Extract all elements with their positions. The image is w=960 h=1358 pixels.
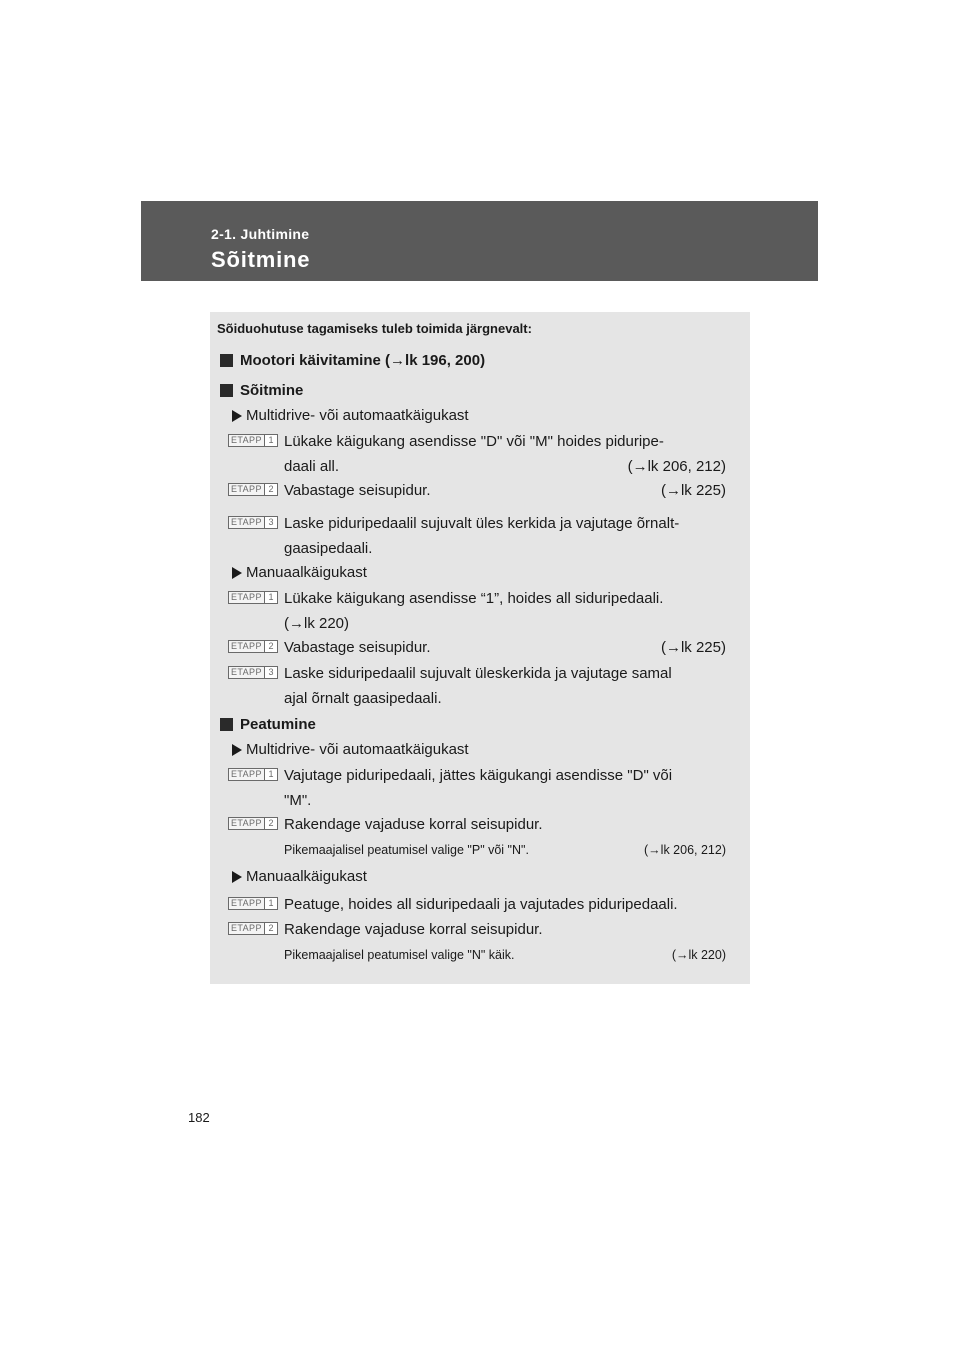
page-reference: (→lk 225) [660,639,726,656]
step-text: Rakendage vajaduse korral seisupidur. [284,816,543,833]
section-header-band [141,201,818,281]
page-number: 182 [188,1110,210,1125]
step-item [228,812,728,837]
page-reference: (→lk 206, 212) [627,458,726,475]
section-label: 2-1. Juhtimine [211,226,310,242]
step-badge: ETAPP 2 [228,640,278,653]
step-item [228,586,728,636]
step-text: Rakendage vajaduse korral seisupidur. [284,921,543,938]
step-text: Vabastage seisupidur. (→lk 225) [284,478,726,503]
step-text: Lükake käigukang asendisse "D" või "M" hoides piduripe- [284,433,664,450]
note-text: Pikemaajalisel peatumisel valige "N" käik. (→lk 220) [284,948,726,962]
step-badge: ETAPP 3 [228,516,278,529]
step-badge: ETAPP 1 [228,434,278,447]
step-badge: ETAPP 1 [228,897,278,910]
page-reference: (→lk 225) [660,482,726,499]
triangle-bullet-icon [232,744,242,756]
step-item [228,511,728,561]
triangle-bullet-icon [232,567,242,579]
page-title: Sõitmine [211,247,311,272]
step-item [228,917,728,942]
step-text: "M". [284,792,312,809]
triangle-bullet-icon [232,410,242,422]
step-text: Lükake käigukang asendisse “1”, hoides all siduripedaali. [284,590,664,607]
step-text: ajal õrnalt gaasipedaali. [284,690,442,707]
triangle-bullet-icon [232,871,242,883]
step-text: Laske piduripedaalil sujuvalt üles kerkida ja vajutage õrnalt- [284,515,680,532]
step-badge: ETAPP 3 [228,666,278,679]
step-badge: ETAPP 1 [228,768,278,781]
step-text: Peatuge, hoides all siduripedaali ja vajutades piduripedaali. [284,896,678,913]
step-item [228,429,728,479]
step-badge: ETAPP 2 [228,817,278,830]
step-text: Vabastage seisupidur. (→lk 225) [284,635,726,660]
page-reference: (→lk 220) [671,948,726,962]
step-item [228,635,728,660]
step-text: daali all. (→lk 206, 212) [284,454,726,479]
step-text: Laske siduripedaalil sujuvalt üleskerkida ja vajutage samal [284,665,672,682]
step-item [228,478,728,503]
step-item [228,892,728,917]
step-text: Vajutage piduripedaali, jättes käigukangi asendisse "D" või [284,767,673,784]
note-text: Pikemaajalisel peatumisel valige "P" või "N". (→lk 206, 212) [284,843,726,857]
step-badge: ETAPP 1 [228,591,278,604]
page-reference: (→lk 206, 212) [644,843,726,857]
step-item [228,763,728,813]
intro-text: Sõiduohutuse tagamiseks tuleb toimida järgnevalt: [217,321,532,336]
page-reference: (→lk 220) [284,615,350,632]
step-badge: ETAPP 2 [228,483,278,496]
square-bullet-icon [220,354,233,367]
step-badge: ETAPP 2 [228,922,278,935]
square-bullet-icon [220,384,233,397]
step-item [228,661,728,711]
instructions-box: Sõiduohutuse tagamiseks tuleb toimida järgnevalt: Mootori käivitamine (→lk 196, 200) Sõitmine Multidrive- või automaatkäigukast ETAPP 1 Lükake käigukang asendisse "D" või "M" hoides piduripe- daali all. (→lk 206, 212) ETAPP 2 Vabastage seisupidur. (→lk 225) ETAPP 3 Laske piduripedaalil sujuvalt üles kerkida ja vajutage õrnalt- gaasipedaali. Manuaalkäigukast ETAPP 1 Lükake käigukang asendisse “1”, hoides all siduripedaali. (→lk 220) ETAPP 2 Vabastage seisupidur. (→lk 225) ETAPP 3 Laske siduripedaalil sujuvalt üleskerkida ja vajutage samal ajal õrnalt gaasipedaali. Peatumine Multidrive- või automaatkäigukast ETAPP 1 Vajutage piduripedaali, jättes käigukangi asendisse "D" või "M". ETAPP 2 Rakendage vajaduse korral seisupidur. Pikemaajalisel peatumisel valige "P" või "N". (→lk 206, 212) Manuaalkäigukast ETAPP 1 Peatuge, hoides all siduripedaali ja vajutades piduripedaali. ETAPP 2 Rakendage vajaduse korral seisupidur. Pikemaajalisel peatumisel valige "N" käik. (→lk 220) [210,312,750,984]
square-bullet-icon [220,718,233,731]
step-text: gaasipedaali. [284,540,373,557]
